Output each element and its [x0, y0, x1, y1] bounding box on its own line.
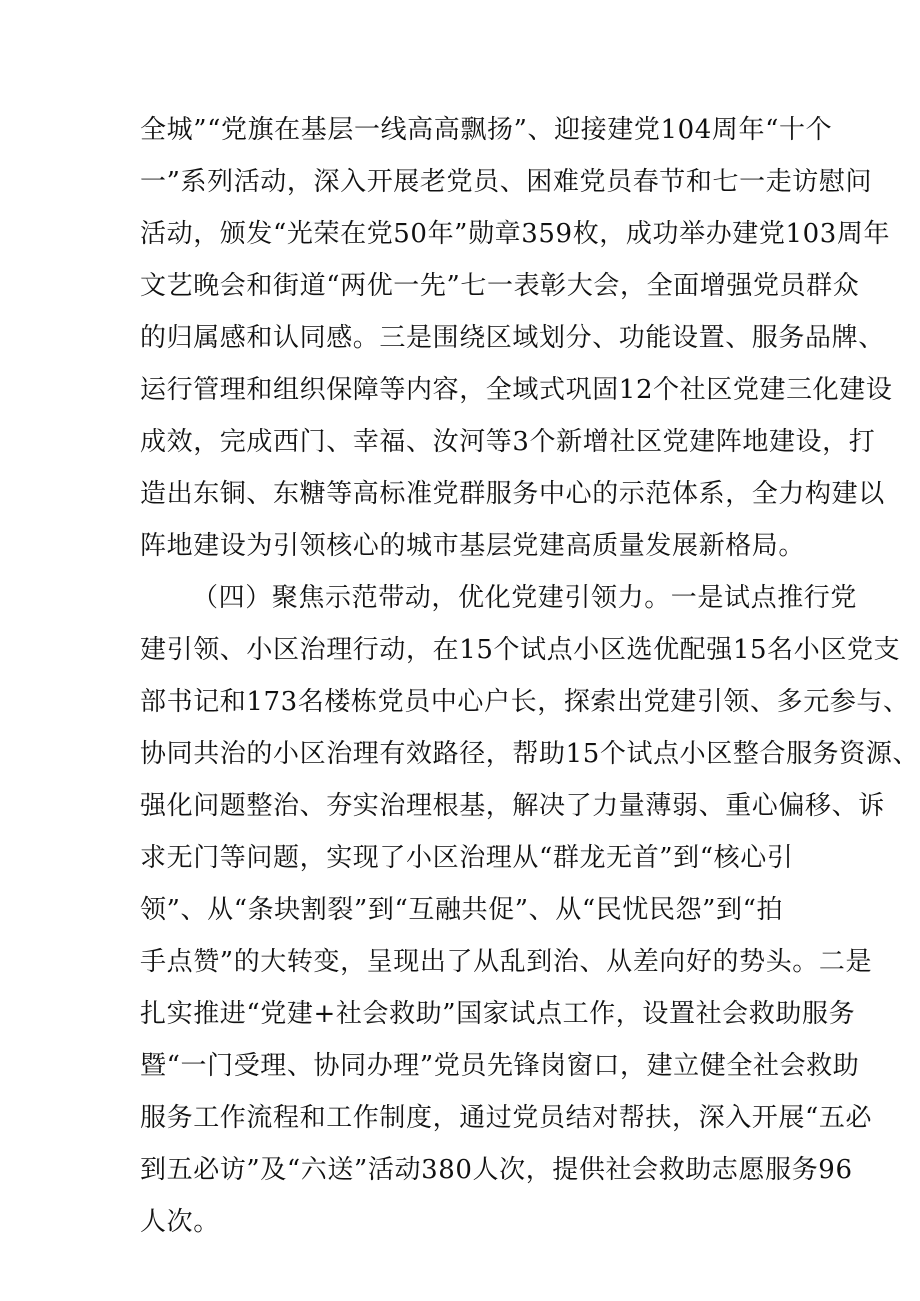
paragraph-line: 协同共治的小区治理有效路径，帮助15个试点小区整合服务资源、 [140, 739, 920, 769]
paragraph-line: 文艺晚会和街道“两优一先”七一表彰大会，全面增强党员群众 [140, 271, 860, 301]
paragraph-line: 暨“一门受理、协同办理”党员先锋岗窗口，建立健全社会救助 [140, 1051, 860, 1081]
paragraph-line: （四）聚焦示范带动，优化党建引领力。一是试点推行党 [192, 583, 858, 613]
paragraph-line: 手点赞”的大转变，呈现出了从乱到治、从差向好的势头。二是 [140, 947, 873, 977]
paragraph-line: 部书记和173名楼栋党员中心户长，探索出党建引领、多元参与、 [140, 687, 910, 717]
paragraph-line: 的归属感和认同感。三是围绕区域划分、功能设置、服务品牌、 [140, 323, 885, 353]
paragraph-line: 阵地建设为引领核心的城市基层党建高质量发展新格局。 [140, 531, 806, 561]
paragraph-line: 成效，完成西门、幸福、汝河等3个新增社区党建阵地建设，打 [140, 427, 876, 457]
paragraph-line: 造出东铜、东糖等高标准党群服务中心的示范体系，全力构建以 [140, 479, 885, 509]
paragraph-line: 领”、从“条块割裂”到“互融共促”、从“民忧民怨”到“拍 [140, 895, 784, 925]
paragraph-line: 建引领、小区治理行动，在15个试点小区选优配强15名小区党支 [140, 635, 901, 665]
paragraph-line: 运行管理和组织保障等内容，全域式巩固12个社区党建三化建设 [140, 375, 893, 405]
paragraph-line: 活动，颁发“光荣在党50年”勋章359枚，成功举办建党103周年 [140, 219, 891, 249]
paragraph-line: 到五必访”及“六送”活动380人次，提供社会救助志愿服务96 [140, 1155, 853, 1185]
paragraph-line: 全城”“党旗在基层一线高高飘扬”、迎接建党104周年“十个 [140, 115, 833, 145]
paragraph-line: 强化问题整治、夯实治理根基，解决了力量薄弱、重心偏移、诉 [140, 791, 885, 821]
paragraph-line: 求无门等问题，实现了小区治理从“群龙无首”到“核心引 [140, 843, 794, 873]
paragraph-line: 一”系列活动，深入开展老党员、困难党员春节和七一走访慰问 [140, 167, 873, 197]
paragraph-line: 服务工作流程和工作制度，通过党员结对帮扶，深入开展“五必 [140, 1103, 873, 1133]
paragraph-line: 扎实推进“党建+社会救助”国家试点工作，设置社会救助服务 [140, 999, 856, 1029]
paragraph-line: 人次。 [140, 1207, 220, 1237]
